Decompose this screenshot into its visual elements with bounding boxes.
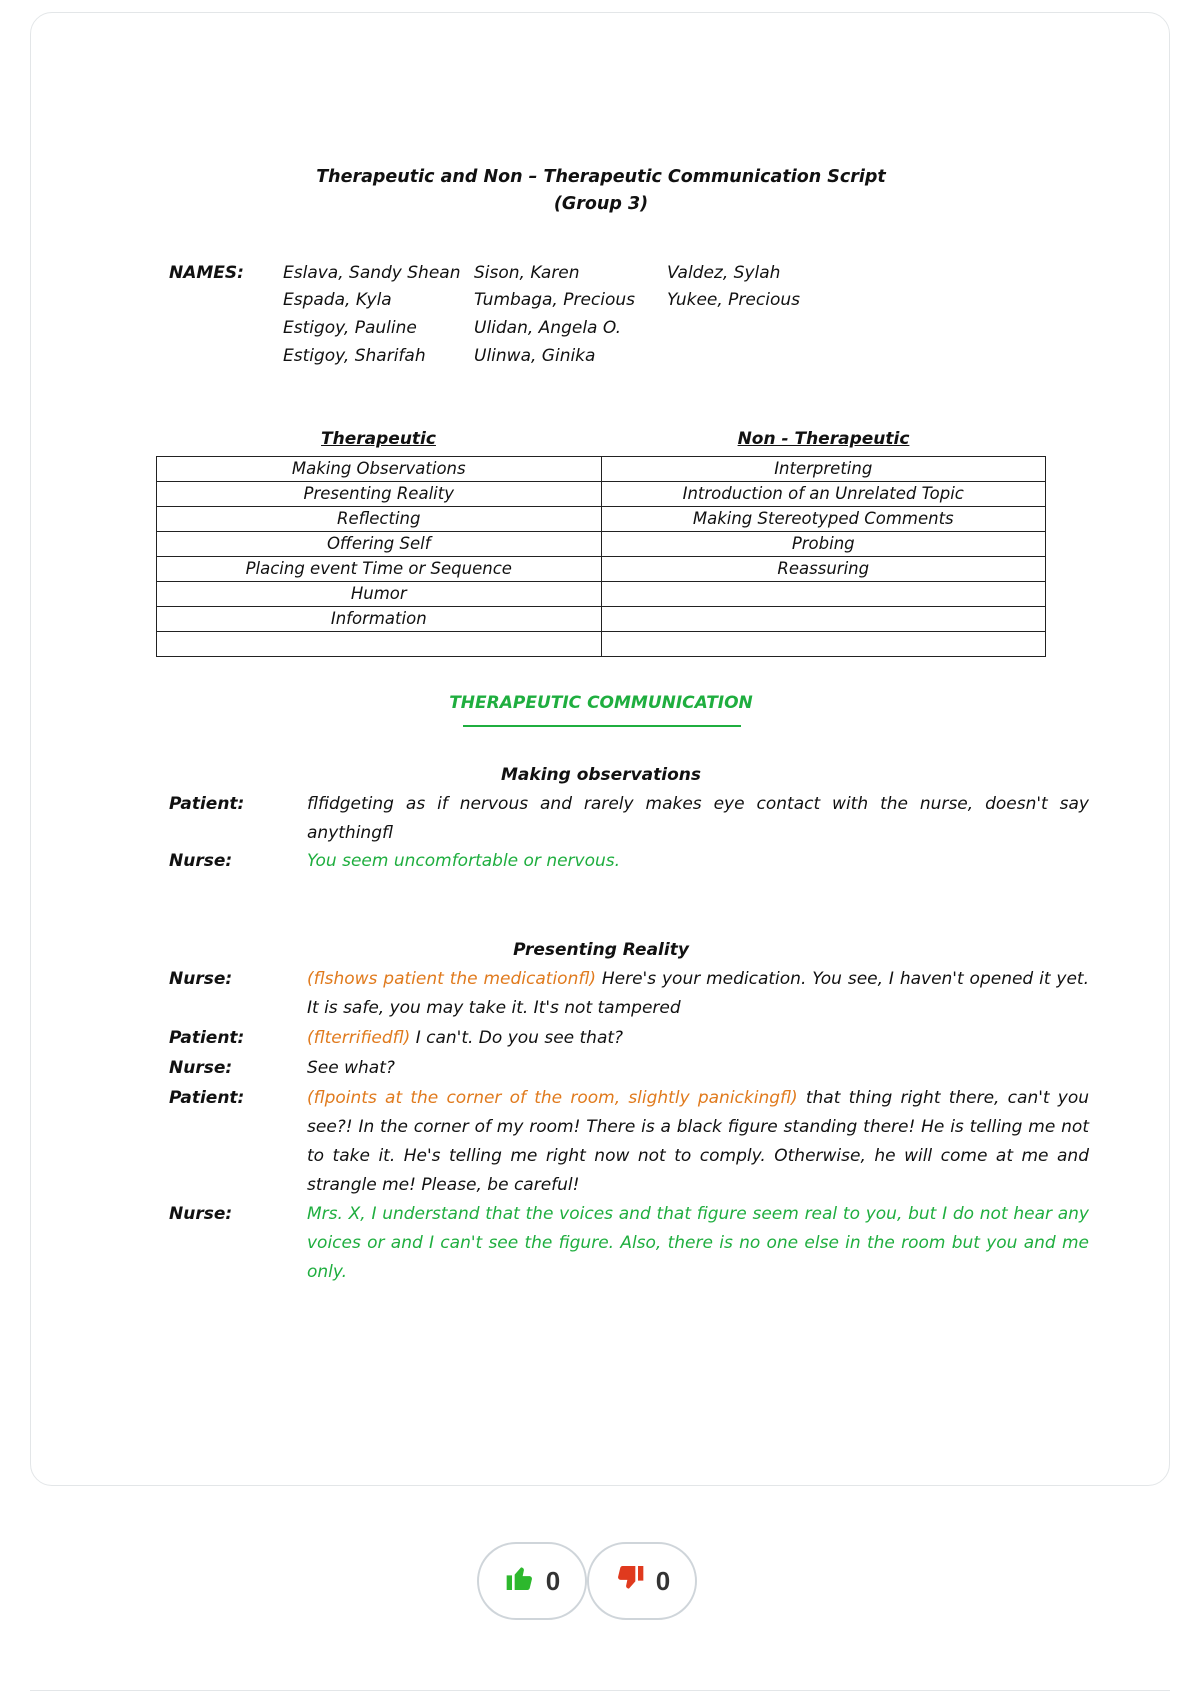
member-name: Ulinwa, Ginika	[474, 346, 596, 366]
thumbs-down-icon	[614, 1562, 646, 1601]
table-cell: Presenting Reality	[157, 482, 602, 507]
table-row	[157, 532, 1046, 557]
table-cell: Placing event Time or Sequence	[157, 557, 602, 582]
upvote-button[interactable]	[477, 1542, 587, 1620]
stage-direction: (flshows patient the medicationfl)	[307, 969, 596, 989]
dialogue-line	[307, 1054, 1089, 1083]
table-cell: Offering Self	[157, 532, 602, 557]
table-cell: Information	[157, 607, 602, 632]
member-name: Estigoy, Sharifah	[283, 346, 426, 366]
section-heading: Making observations	[501, 765, 701, 785]
speaker-label: Patient:	[169, 1028, 245, 1048]
table-cell	[601, 607, 1046, 632]
table-cell: Reflecting	[157, 507, 602, 532]
table-cell: Probing	[601, 532, 1046, 557]
table-row	[157, 507, 1046, 532]
table-cell: Reassuring	[601, 557, 1046, 582]
table-row	[157, 482, 1046, 507]
table-cell: Making Observations	[157, 457, 602, 482]
document-card	[30, 12, 1170, 1486]
downvote-count: 0	[655, 1565, 671, 1596]
dialogue-text: flfidgeting as if nervous and rarely makes eye contact with the nurse, doesn't say anythingfl	[307, 794, 1089, 843]
table-header-non-therapeutic: Non - Therapeutic	[737, 429, 910, 449]
dialogue-text: See what?	[307, 1058, 395, 1078]
dialogue-line	[307, 965, 1089, 1023]
names-label: NAMES:	[169, 263, 244, 283]
table-cell: Introduction of an Unrelated Topic	[601, 482, 1046, 507]
downvote-button[interactable]	[587, 1542, 697, 1620]
table-cell: Making Stereotyped Comments	[601, 507, 1046, 532]
table-header-therapeutic: Therapeutic	[321, 429, 436, 449]
table-row	[157, 632, 1046, 657]
member-name: Estigoy, Pauline	[283, 318, 417, 338]
upvote-count: 0	[545, 1565, 561, 1596]
member-name: Espada, Kyla	[283, 290, 392, 310]
dialogue-line	[307, 1024, 1089, 1053]
member-name: Valdez, Sylah	[667, 263, 781, 283]
stage-direction: (flpoints at the corner of the room, slightly panickingfl)	[307, 1088, 798, 1108]
stage-direction: (flterrifiedfl)	[307, 1028, 411, 1048]
section-title: THERAPEUTIC COMMUNICATION	[449, 693, 753, 713]
member-name: Eslava, Sandy Shean	[283, 263, 461, 283]
table-row	[157, 557, 1046, 582]
speaker-label: Nurse:	[169, 1204, 233, 1224]
speaker-label: Nurse:	[169, 1058, 233, 1078]
member-name: Ulidan, Angela O.	[474, 318, 621, 338]
table-cell	[601, 582, 1046, 607]
document-subtitle: (Group 3)	[553, 194, 649, 214]
dialogue-text: Mrs. X, I understand that the voices and that figure seem real to you, but I do not hear any voices or and I can't see the figure. Also, there is no one else in the room but you and me only.	[307, 1204, 1089, 1282]
speaker-label: Patient:	[169, 1088, 245, 1108]
table-cell	[601, 632, 1046, 657]
table-cell: Humor	[157, 582, 602, 607]
footer-divider	[30, 1690, 1170, 1691]
member-name: Yukee, Precious	[667, 290, 800, 310]
table-row	[157, 457, 1046, 482]
table-cell	[157, 632, 602, 657]
dialogue-text: You seem uncomfortable or nervous.	[307, 851, 621, 871]
table-row	[157, 582, 1046, 607]
speaker-label: Nurse:	[169, 851, 233, 871]
dialogue-text: Here's your medication. You see, I haven't opened it yet. It is safe, you may take it. It's not tampered	[307, 969, 1089, 1018]
dialogue-line	[307, 1084, 1089, 1200]
techniques-table	[156, 456, 1046, 657]
member-name: Tumbaga, Precious	[474, 290, 636, 310]
dialogue-text: I can't. Do you see that?	[410, 1028, 624, 1048]
speaker-label: Nurse:	[169, 969, 233, 989]
dialogue-text: that thing right there, can't you see?! In the corner of my room! There is a black figure standing there! He is telling me not to take it. He's telling me right now not to comply. Otherwise, he will come at me and strangle me! Please, be careful!	[307, 1088, 1090, 1195]
vote-bar	[477, 1542, 697, 1622]
section-heading: Presenting Reality	[513, 940, 689, 960]
table-cell: Interpreting	[601, 457, 1046, 482]
thumbs-up-icon	[504, 1562, 536, 1601]
table-row	[157, 607, 1046, 632]
speaker-label: Patient:	[169, 794, 245, 814]
section-title-underline	[463, 725, 741, 727]
dialogue-line	[307, 847, 1089, 876]
member-name: Sison, Karen	[474, 263, 580, 283]
document-page	[31, 13, 1169, 1485]
dialogue-line	[307, 790, 1089, 848]
document-title: Therapeutic and Non – Therapeutic Communication Script	[316, 167, 886, 187]
dialogue-line	[307, 1200, 1089, 1287]
